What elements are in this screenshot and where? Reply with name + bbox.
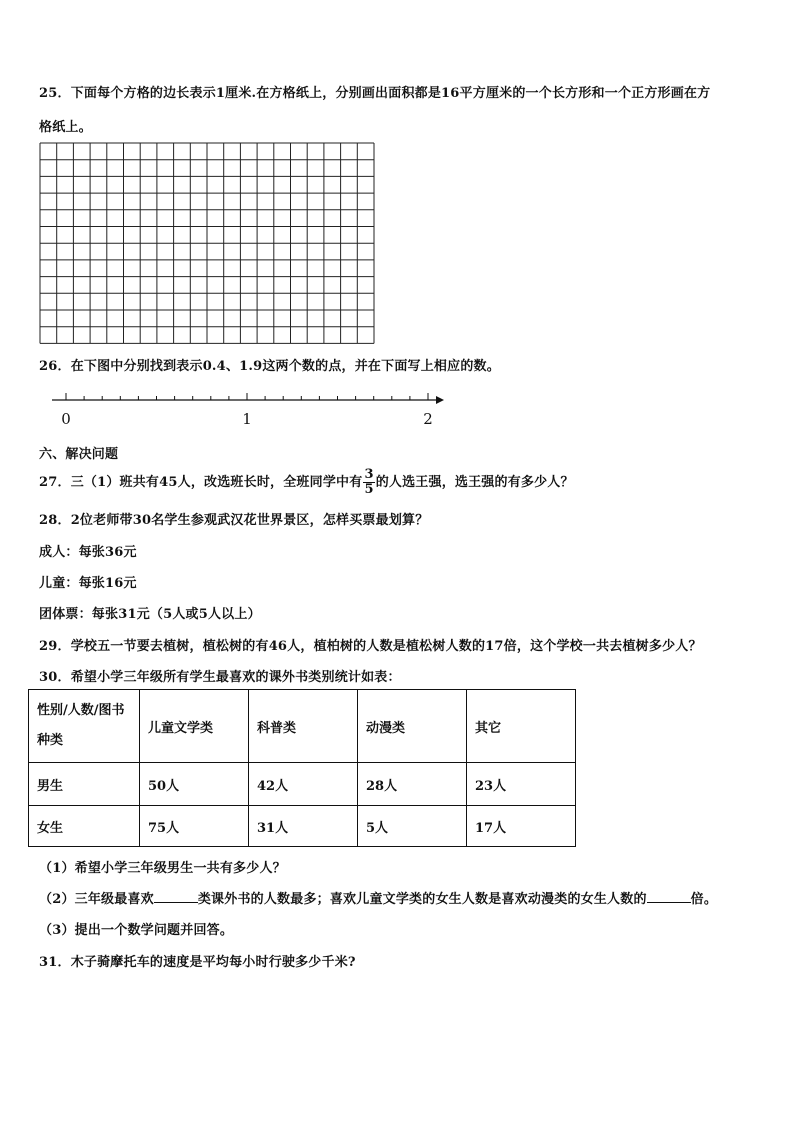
arrow-right-icon <box>436 396 444 404</box>
square-grid-paper[interactable] <box>39 142 377 344</box>
table-cell: 5人 <box>358 806 467 847</box>
q30-text: 30．希望小学三年级所有学生最喜欢的课外书类别统计如表： <box>39 670 401 685</box>
column-header: 科普类 <box>249 690 358 763</box>
table-cell: 17人 <box>467 806 576 847</box>
q28-adult-price: 成人：每张36元 <box>39 545 137 560</box>
table-cell: 28人 <box>358 763 467 806</box>
column-header: 动漫类 <box>358 690 467 763</box>
corner-header-bottom: 种类 <box>37 733 64 748</box>
fraction-denominator: 5 <box>364 482 374 497</box>
table-cell: 75人 <box>140 806 249 847</box>
q31-text: 31．木子骑摩托车的速度是平均每小时行驶多少千米? <box>39 955 356 970</box>
tick-label: 1 <box>242 410 252 428</box>
row-label: 女生 <box>29 806 140 847</box>
answer-blank[interactable] <box>647 890 691 903</box>
q28-group-price: 团体票：每张31元（5人或5人以上） <box>39 607 261 622</box>
q28-text: 28．2位老师带30名学生参观武汉花世界景区，怎样买票最划算？ <box>39 513 429 528</box>
q25-text-line2: 格纸上。 <box>39 120 92 135</box>
table-cell: 31人 <box>249 806 358 847</box>
table-cell: 42人 <box>249 763 358 806</box>
q29-text: 29．学校五一节要去植树，植松树的有46人，植柏树的人数是植松树人数的17倍，这个学校一共去植树多少人？ <box>39 639 702 654</box>
fraction-three-fifths <box>363 468 374 497</box>
number-line[interactable] <box>50 388 450 430</box>
table-cell: 50人 <box>140 763 249 806</box>
q30-sub2-part-b: 类课外书的人数最多；喜欢儿童文学类的女生人数是喜欢动漫类的女生人数的 <box>197 892 647 907</box>
table-cell: 23人 <box>467 763 576 806</box>
fraction-numerator: 3 <box>364 467 374 482</box>
q27-text <box>39 468 574 498</box>
q27-text-before: 27．三（1）班共有45人，改选班长时，全班同学中有 <box>39 475 363 490</box>
tick-label: 0 <box>61 410 71 428</box>
q30-sub3: （3）提出一个数学问题并回答。 <box>39 923 234 938</box>
corner-header-top: 性别/人数/图书 <box>37 703 125 718</box>
tick-label: 2 <box>423 410 433 428</box>
q30-sub2-part-a: （2）三年级最喜欢 <box>39 892 154 907</box>
q30-sub2-part-c: 倍。 <box>690 892 718 907</box>
section-six-title: 六、解决问题 <box>39 447 119 462</box>
table-corner-header <box>29 690 140 763</box>
q25-text-line1: 25．下面每个方格的边长表示1厘米.在方格纸上，分别画出面积都是16平方厘米的一个长方形和一个正方形画在方 <box>39 86 711 101</box>
column-header: 其它 <box>467 690 576 763</box>
column-header: 儿童文学类 <box>140 690 249 763</box>
table-row <box>29 763 576 806</box>
answer-blank[interactable] <box>154 890 198 903</box>
q27-text-after: 的人选王强，选王强的有多少人？ <box>375 475 574 490</box>
book-preference-table <box>28 689 576 847</box>
q30-sub1: （1）希望小学三年级男生一共有多少人？ <box>39 861 286 876</box>
q28-child-price: 儿童：每张16元 <box>39 576 137 591</box>
q30-sub2 <box>39 888 717 907</box>
table-row <box>29 806 576 847</box>
table-header-row <box>29 690 576 763</box>
q26-text: 26．在下图中分别找到表示0.4、1.9这两个数的点，并在下面写上相应的数。 <box>39 359 500 374</box>
row-label: 男生 <box>29 763 140 806</box>
